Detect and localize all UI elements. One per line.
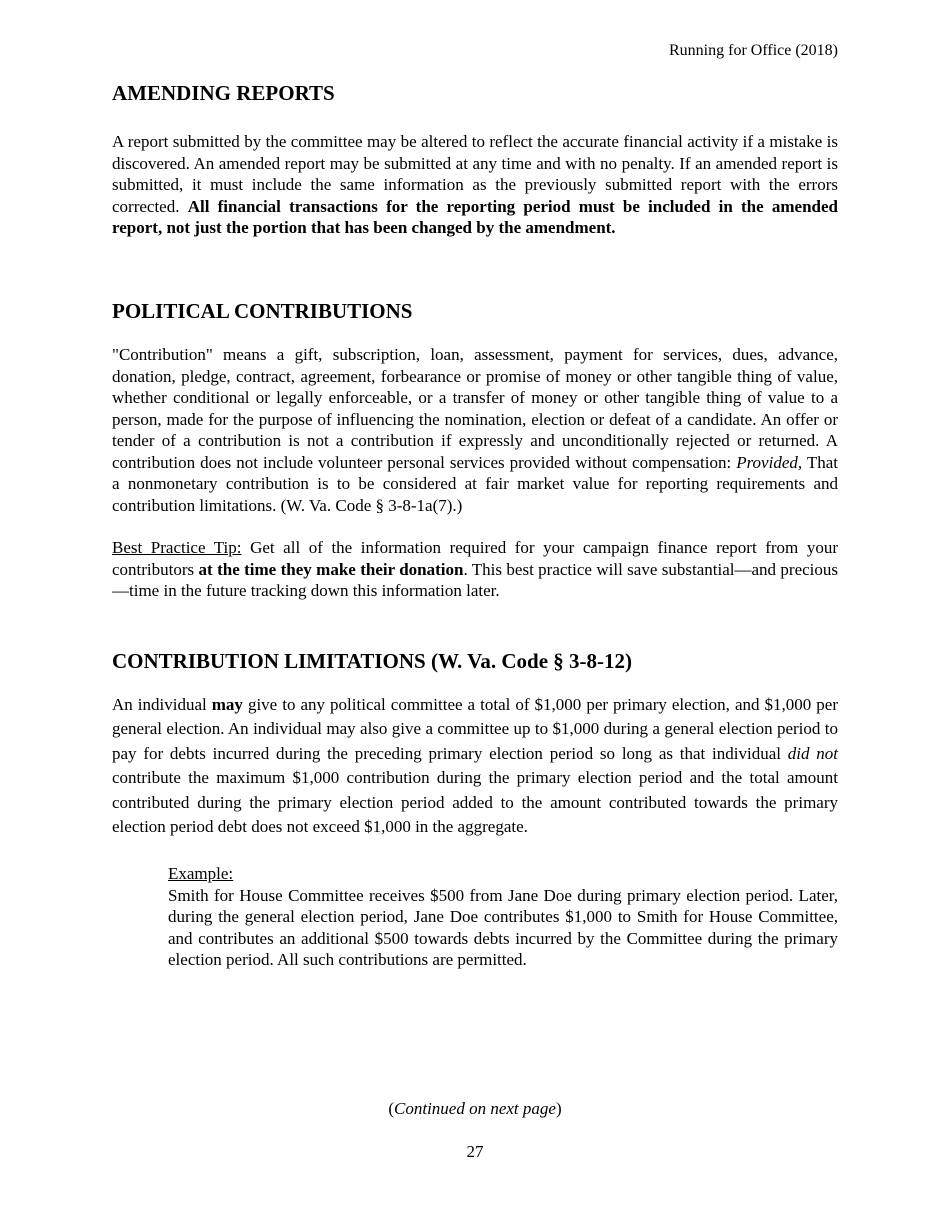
continued-close-paren: ) [555,1099,562,1118]
amending-reports-paragraph [112,131,838,239]
example-text: Smith for House Committee receives $500 from Jane Doe during primary election period. Later, during the general election period, Jane Doe contributes $1,000 to Smith for House Committee, and contributes an additional $500 towards debts incurred by the Committee during the primary election period. All such contributions are permitted. [168,885,838,969]
tip-bold-text: at the time they make their donation [198,559,464,579]
page-number: 27 [466,1142,484,1161]
heading-political-contributions: POLITICAL CONTRIBUTIONS [112,299,413,323]
contribution-definition-paragraph [112,344,838,516]
continued-text: Continued on next page [394,1099,556,1118]
continued-open-paren: ( [388,1099,395,1118]
heading-amending-reports: AMENDING REPORTS [112,81,335,105]
continued-notice [0,1099,950,1119]
did-not-italic: did not [787,743,838,763]
definition-end-text: That a nonmonetary contribution is to be considered at fair market value for reporting requirements and contribution limitations. (W. Va. Code § 3-8-1a(7).) [112,452,838,515]
amending-bold-text: All financial transactions for the reporting period must be included in the amended report, not just the portion that has been changed by the amendment. [112,196,838,237]
provided-italic: Provided, [736,452,803,472]
heading-contribution-limitations: CONTRIBUTION LIMITATIONS (W. Va. Code § 3-8-12) [112,649,633,673]
best-practice-tip-paragraph [112,537,838,602]
example-block [168,863,838,971]
may-bold: may [211,695,243,714]
best-practice-tip-label: Best Practice Tip: [112,538,242,557]
limitations-text-2: give to any political committee a total of $1,000 per primary election, and $1,000 per general election. An individual may also give a committee up to $1,000 during a general election period to pay for debts incurred during the preceding primary election period so long as that individual [112,695,838,763]
definition-text: "Contribution" means a gift, subscription, loan, assessment, payment for services, dues, advance, donation, pledge, contract, agreement, forbearance or promise of money or other tangible thing of value, whether conditional or legally enforceable, or a transfer of money or other tangible thing of value to a person, made for the purpose of influencing the nomination, election or defeat of a candidate. An offer or tender of a contribution is not a contribution if expressly and unconditionally rejected or returned. A contribution does not include volunteer personal services provided without compensation: [112,345,838,472]
tip-text-2: . This best practice will save substantial—and precious—time in the future tracking down this information later. [112,559,839,600]
contribution-limitations-paragraph [112,693,838,839]
tip-text-1: Get all of the information required for your campaign finance report from your contributors [112,538,838,579]
example-label: Example: [168,864,234,883]
limitations-text-1: An individual [112,695,212,714]
limitations-text-3: contribute the maximum $1,000 contribution during the primary election period and the total amount contributed during the primary election period added to the amount contributed towards the primary election period debt does not exceed $1,000 in the aggregate. [112,768,838,837]
amending-plain-text: A report submitted by the committee may be altered to reflect the accurate financial activity if a mistake is discovered. An amended report may be submitted at any time and with no penalty. If an amended report is submitted, it must include the same information as the previously submitted report with the errors corrected. [112,132,838,216]
running-header: Running for Office (2018) [669,42,838,59]
